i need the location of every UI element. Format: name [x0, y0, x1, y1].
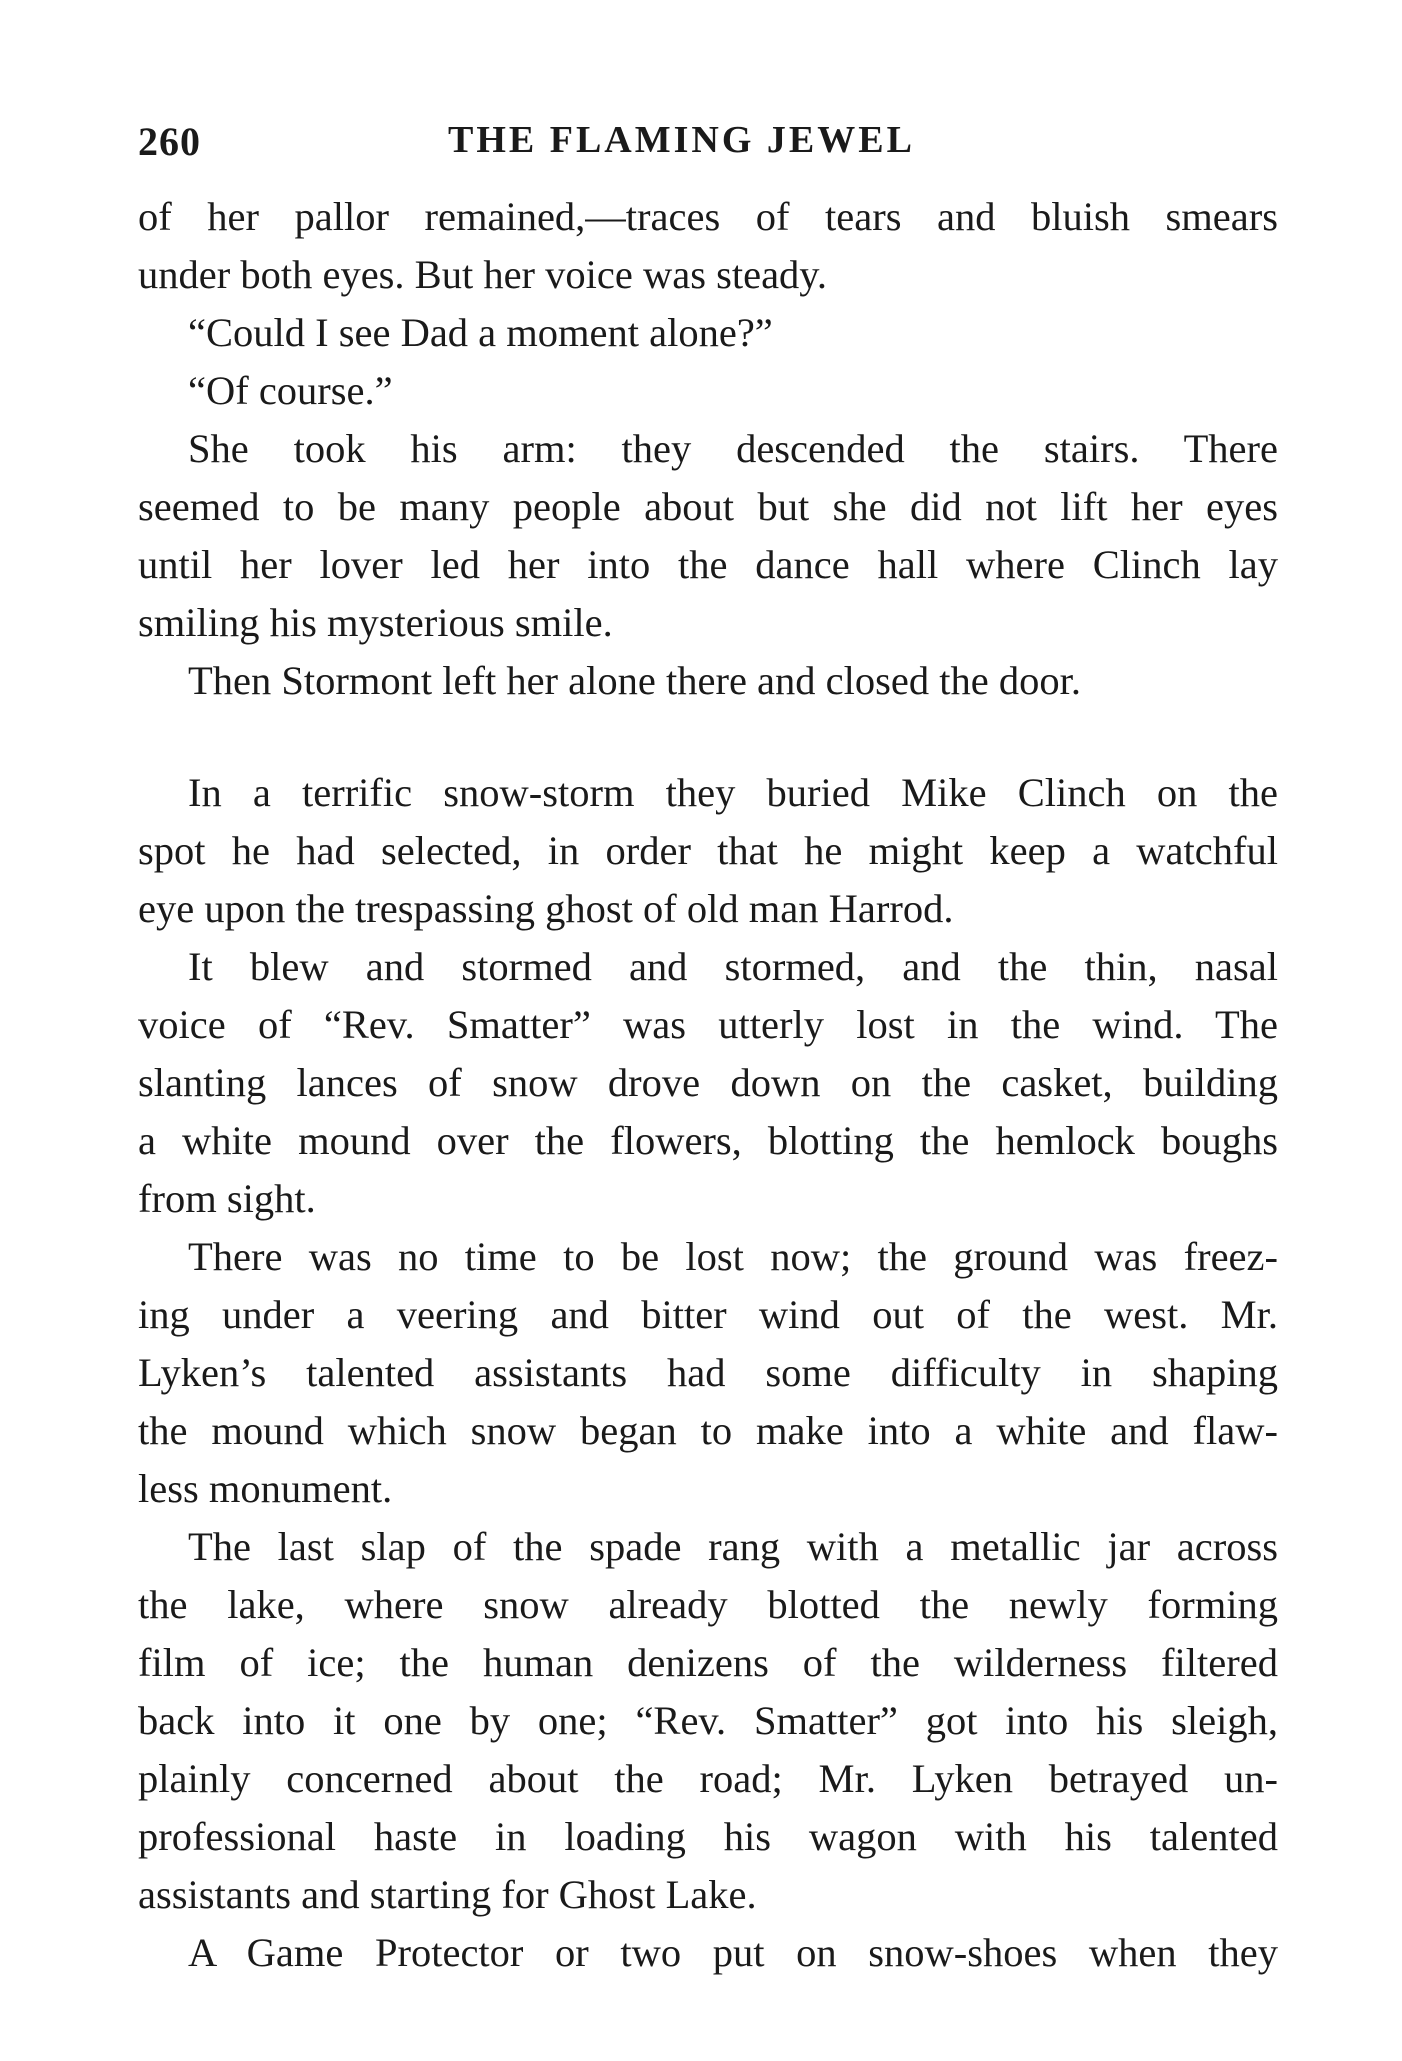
text-line: A Game Protector or two put on snow-shoes when they [188, 1930, 1278, 1975]
text-line: She took his arm: they descended the stairs. There [188, 426, 1278, 471]
text-line: spot he had selected, in order that he might keep a watchful [138, 828, 1278, 873]
text-line: smiling his mysterious smile. [138, 600, 613, 645]
book-page [138, 118, 1278, 1982]
text-line: “Of course.” [188, 368, 393, 413]
page-number: 260 [138, 119, 201, 164]
text-line: The last slap of the spade rang with a metallic jar across [188, 1524, 1278, 1569]
text-line: the lake, where snow already blotted the newly forming [138, 1582, 1278, 1627]
section-break [138, 710, 1278, 764]
text-line: plainly concerned about the road; Mr. Lyken betrayed un- [138, 1756, 1278, 1801]
text-line: Lyken’s talented assistants had some difficulty in shaping [138, 1350, 1278, 1395]
text-line: seemed to be many people about but she did not lift her eyes [138, 484, 1278, 529]
text-line: the mound which snow began to make into a white and flaw- [138, 1408, 1278, 1453]
text-line: ing under a veering and bitter wind out of the west. Mr. [138, 1292, 1278, 1337]
text-line: less monument. [138, 1466, 393, 1511]
text-line: under both eyes. But her voice was steady. [138, 252, 828, 297]
running-head [138, 118, 1278, 188]
body-text [138, 188, 1278, 1982]
text-line: “Could I see Dad a moment alone?” [188, 310, 773, 355]
text-line: film of ice; the human denizens of the wilderness filtered [138, 1640, 1278, 1685]
text-line: eye upon the trespassing ghost of old man Harrod. [138, 886, 954, 931]
text-line: back into it one by one; “Rev. Smatter” got into his sleigh, [138, 1698, 1278, 1743]
text-line: professional haste in loading his wagon with his talented [138, 1814, 1278, 1859]
text-line: of her pallor remained,—traces of tears and bluish smears [138, 194, 1278, 239]
text-line: In a terrific snow-storm they buried Mike Clinch on the [188, 770, 1278, 815]
text-line: slanting lances of snow drove down on the casket, building [138, 1060, 1278, 1105]
book-title: THE FLAMING JEWEL [448, 119, 915, 161]
text-line: It blew and stormed and stormed, and the thin, nasal [188, 944, 1278, 989]
text-line: from sight. [138, 1176, 316, 1221]
text-line: a white mound over the flowers, blotting the hemlock boughs [138, 1118, 1278, 1163]
text-line: assistants and starting for Ghost Lake. [138, 1872, 757, 1917]
text-line: Then Stormont left her alone there and closed the door. [188, 658, 1081, 703]
text-line: voice of “Rev. Smatter” was utterly lost in the wind. The [138, 1002, 1278, 1047]
text-line: until her lover led her into the dance hall where Clinch lay [138, 542, 1278, 587]
text-line: There was no time to be lost now; the ground was freez- [188, 1234, 1278, 1279]
